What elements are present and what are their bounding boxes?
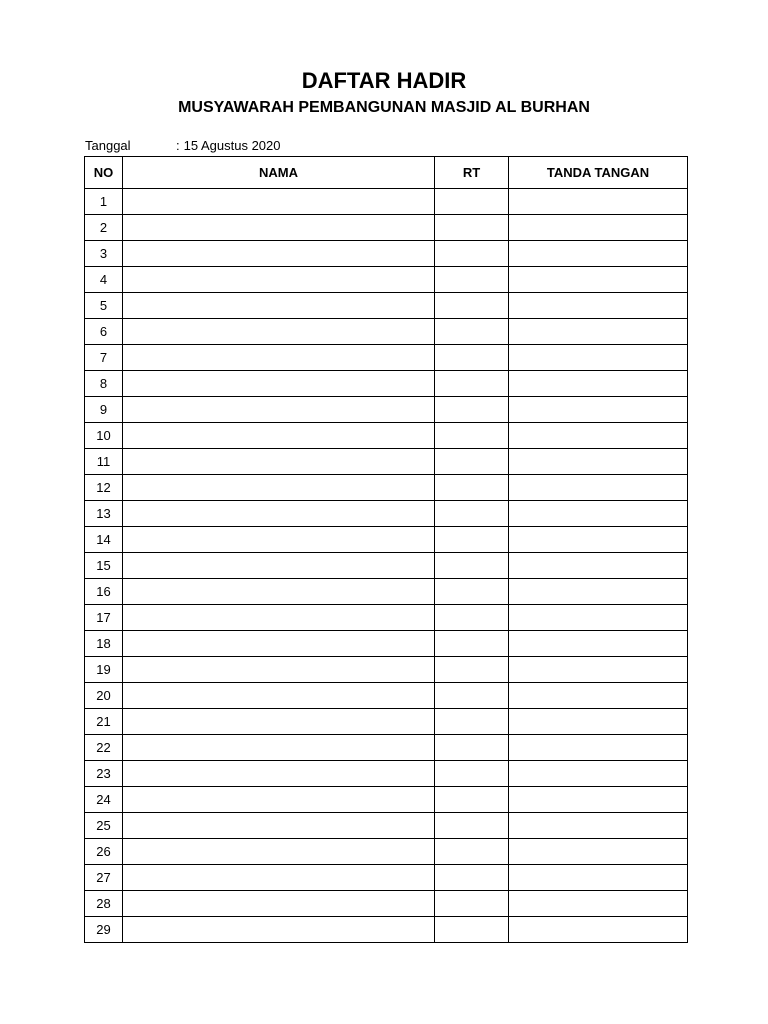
cell-nama[interactable] — [123, 527, 435, 553]
date-row — [85, 137, 280, 155]
cell-no: 19 — [85, 657, 123, 683]
table-row — [85, 449, 688, 475]
cell-rt[interactable] — [435, 215, 509, 241]
cell-no: 7 — [85, 345, 123, 371]
cell-rt[interactable] — [435, 293, 509, 319]
cell-no: 26 — [85, 839, 123, 865]
cell-rt[interactable] — [435, 787, 509, 813]
cell-rt[interactable] — [435, 189, 509, 215]
cell-nama[interactable] — [123, 397, 435, 423]
cell-nama[interactable] — [123, 917, 435, 943]
cell-tanda-tangan[interactable] — [509, 683, 688, 709]
cell-rt[interactable] — [435, 813, 509, 839]
table-row — [85, 319, 688, 345]
cell-rt[interactable] — [435, 683, 509, 709]
cell-nama[interactable] — [123, 449, 435, 475]
table-row — [85, 683, 688, 709]
cell-tanda-tangan[interactable] — [509, 267, 688, 293]
table-row — [85, 839, 688, 865]
table-row — [85, 813, 688, 839]
cell-nama[interactable] — [123, 865, 435, 891]
cell-no: 28 — [85, 891, 123, 917]
table-row — [85, 241, 688, 267]
cell-tanda-tangan[interactable] — [509, 345, 688, 371]
cell-nama[interactable] — [123, 891, 435, 917]
cell-rt[interactable] — [435, 735, 509, 761]
document-subtitle: MUSYAWARAH PEMBANGUNAN MASJID AL BURHAN — [178, 99, 590, 116]
cell-tanda-tangan[interactable] — [509, 813, 688, 839]
cell-tanda-tangan[interactable] — [509, 527, 688, 553]
table-row — [85, 345, 688, 371]
cell-nama[interactable] — [123, 475, 435, 501]
table-row — [85, 501, 688, 527]
cell-nama[interactable] — [123, 371, 435, 397]
cell-no: 1 — [85, 189, 123, 215]
cell-tanda-tangan[interactable] — [509, 709, 688, 735]
cell-tanda-tangan[interactable] — [509, 917, 688, 943]
table-row — [85, 397, 688, 423]
cell-nama[interactable] — [123, 267, 435, 293]
table-row — [85, 293, 688, 319]
cell-tanda-tangan[interactable] — [509, 631, 688, 657]
cell-tanda-tangan[interactable] — [509, 735, 688, 761]
cell-rt[interactable] — [435, 761, 509, 787]
cell-rt[interactable] — [435, 475, 509, 501]
cell-nama[interactable] — [123, 683, 435, 709]
cell-tanda-tangan[interactable] — [509, 215, 688, 241]
header-nama: NAMA — [123, 157, 435, 189]
cell-tanda-tangan[interactable] — [509, 605, 688, 631]
cell-rt[interactable] — [435, 865, 509, 891]
cell-no: 12 — [85, 475, 123, 501]
cell-no: 16 — [85, 579, 123, 605]
attendance-table — [84, 156, 688, 943]
cell-no: 8 — [85, 371, 123, 397]
cell-no: 22 — [85, 735, 123, 761]
cell-no: 10 — [85, 423, 123, 449]
cell-rt[interactable] — [435, 449, 509, 475]
cell-nama[interactable] — [123, 813, 435, 839]
cell-no: 24 — [85, 787, 123, 813]
cell-rt[interactable] — [435, 241, 509, 267]
cell-tanda-tangan[interactable] — [509, 761, 688, 787]
cell-no: 25 — [85, 813, 123, 839]
table-row — [85, 865, 688, 891]
table-row — [85, 215, 688, 241]
header-no: NO — [85, 157, 123, 189]
cell-no: 3 — [85, 241, 123, 267]
cell-tanda-tangan[interactable] — [509, 657, 688, 683]
table-row — [85, 553, 688, 579]
cell-rt[interactable] — [435, 501, 509, 527]
date-separator: : — [176, 138, 180, 153]
cell-nama[interactable] — [123, 761, 435, 787]
table-row — [85, 579, 688, 605]
cell-rt[interactable] — [435, 839, 509, 865]
cell-tanda-tangan[interactable] — [509, 501, 688, 527]
table-row — [85, 761, 688, 787]
cell-no: 29 — [85, 917, 123, 943]
cell-tanda-tangan[interactable] — [509, 241, 688, 267]
table-row — [85, 189, 688, 215]
cell-tanda-tangan[interactable] — [509, 397, 688, 423]
table-header-row — [85, 157, 688, 189]
cell-rt[interactable] — [435, 423, 509, 449]
cell-tanda-tangan[interactable] — [509, 423, 688, 449]
table-row — [85, 657, 688, 683]
table-row — [85, 267, 688, 293]
cell-nama[interactable] — [123, 319, 435, 345]
cell-rt[interactable] — [435, 319, 509, 345]
cell-no: 9 — [85, 397, 123, 423]
cell-rt[interactable] — [435, 397, 509, 423]
cell-nama[interactable] — [123, 735, 435, 761]
cell-rt[interactable] — [435, 917, 509, 943]
cell-nama[interactable] — [123, 345, 435, 371]
cell-no: 6 — [85, 319, 123, 345]
table-row — [85, 475, 688, 501]
cell-tanda-tangan[interactable] — [509, 319, 688, 345]
cell-tanda-tangan[interactable] — [509, 189, 688, 215]
cell-rt[interactable] — [435, 553, 509, 579]
cell-tanda-tangan[interactable] — [509, 579, 688, 605]
cell-no: 13 — [85, 501, 123, 527]
cell-no: 17 — [85, 605, 123, 631]
cell-rt[interactable] — [435, 345, 509, 371]
cell-nama[interactable] — [123, 189, 435, 215]
table-row — [85, 917, 688, 943]
cell-no: 2 — [85, 215, 123, 241]
cell-nama[interactable] — [123, 839, 435, 865]
cell-rt[interactable] — [435, 631, 509, 657]
cell-nama[interactable] — [123, 501, 435, 527]
cell-nama[interactable] — [123, 631, 435, 657]
cell-nama[interactable] — [123, 423, 435, 449]
cell-nama[interactable] — [123, 553, 435, 579]
cell-tanda-tangan[interactable] — [509, 293, 688, 319]
cell-rt[interactable] — [435, 709, 509, 735]
header-rt: RT — [435, 157, 509, 189]
cell-rt[interactable] — [435, 267, 509, 293]
cell-no: 5 — [85, 293, 123, 319]
cell-no: 11 — [85, 449, 123, 475]
table-row — [85, 631, 688, 657]
cell-tanda-tangan[interactable] — [509, 553, 688, 579]
cell-rt[interactable] — [435, 579, 509, 605]
cell-nama[interactable] — [123, 579, 435, 605]
cell-tanda-tangan[interactable] — [509, 839, 688, 865]
cell-no: 23 — [85, 761, 123, 787]
table-row — [85, 605, 688, 631]
cell-rt[interactable] — [435, 527, 509, 553]
cell-rt[interactable] — [435, 605, 509, 631]
cell-rt[interactable] — [435, 657, 509, 683]
cell-tanda-tangan[interactable] — [509, 787, 688, 813]
table-row — [85, 891, 688, 917]
table-row — [85, 787, 688, 813]
document-title: DAFTAR HADIR — [301, 68, 467, 93]
cell-tanda-tangan[interactable] — [509, 475, 688, 501]
cell-nama[interactable] — [123, 215, 435, 241]
table-row — [85, 527, 688, 553]
cell-nama[interactable] — [123, 657, 435, 683]
cell-tanda-tangan[interactable] — [509, 891, 688, 917]
cell-no: 18 — [85, 631, 123, 657]
cell-nama[interactable] — [123, 709, 435, 735]
cell-no: 14 — [85, 527, 123, 553]
cell-nama[interactable] — [123, 787, 435, 813]
cell-no: 4 — [85, 267, 123, 293]
header-tanda-tangan: TANDA TANGAN — [509, 157, 688, 189]
cell-no: 21 — [85, 709, 123, 735]
table-row — [85, 709, 688, 735]
date-value: 15 Agustus 2020 — [183, 138, 281, 153]
table-body — [85, 189, 688, 943]
table-row — [85, 371, 688, 397]
cell-nama[interactable] — [123, 605, 435, 631]
table-row — [85, 735, 688, 761]
cell-nama[interactable] — [123, 293, 435, 319]
cell-rt[interactable] — [435, 891, 509, 917]
cell-nama[interactable] — [123, 241, 435, 267]
cell-no: 27 — [85, 865, 123, 891]
cell-tanda-tangan[interactable] — [509, 371, 688, 397]
cell-no: 15 — [85, 553, 123, 579]
table-row — [85, 423, 688, 449]
cell-tanda-tangan[interactable] — [509, 865, 688, 891]
date-label: Tanggal — [85, 138, 131, 153]
cell-rt[interactable] — [435, 371, 509, 397]
cell-no: 20 — [85, 683, 123, 709]
cell-tanda-tangan[interactable] — [509, 449, 688, 475]
